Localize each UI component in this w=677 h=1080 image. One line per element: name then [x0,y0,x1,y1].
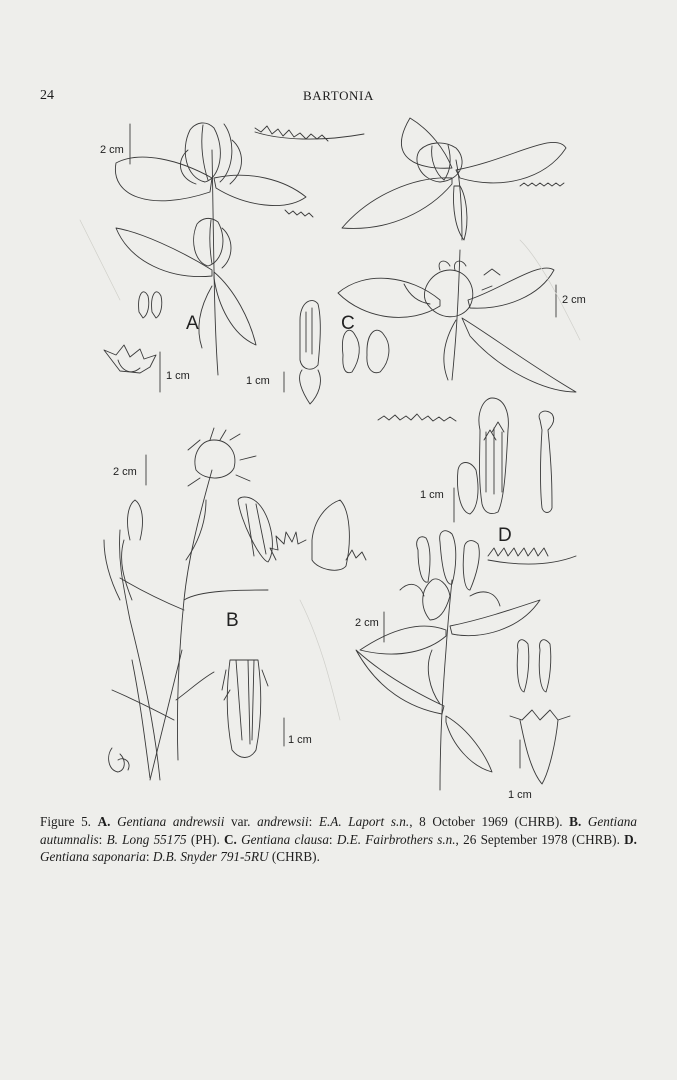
panel-label-d: D [498,525,512,546]
figure-label: Figure 5. [40,814,91,830]
scale-label: 1 cm [508,789,532,801]
panel-a-drawing [104,123,364,404]
taxon-name: andrewsii [257,814,309,830]
caption-letter-c: C. [224,831,237,847]
taxon-name: Gentiana clausa [236,831,329,847]
running-head: BARTONIA [303,88,374,103]
figure-caption [40,813,637,866]
panel-label-c: C [341,313,355,334]
panel-c-drawing [338,118,576,421]
caption-text: (PH). [186,831,225,847]
scale-label: 1 cm [288,734,312,746]
caption-text: : [308,814,319,830]
caption-text: var. [224,814,258,830]
scale-label: 1 cm [420,489,444,501]
taxon-name: Gentiana andrewsii [117,814,225,830]
scale-label: 2 cm [355,617,379,629]
panel-b-drawing [104,428,366,780]
panel-d-plant [356,531,576,790]
caption-text: : [145,849,153,865]
caption-text: , 8 October 1969 (CHRB). [409,814,570,830]
collector: E.A. Laport s.n. [318,814,410,830]
taxon-name: Gentiana saponaria [40,849,146,865]
panel-label-b: B [226,610,239,631]
collector: D.E. Fairbrothers s.n. [336,831,456,847]
caption-text: : [98,831,107,847]
collector: D.B. Snyder 791-5RU [152,849,269,865]
scale-label: 1 cm [246,375,270,387]
panel-label-a: A [186,313,199,334]
caption-text: : [328,831,337,847]
caption-letter-a: A. [97,814,111,830]
taxon-name: Gentiana autumnalis [40,814,637,847]
caption-text: (CHRB). [268,849,320,865]
scale-label: 2 cm [100,144,124,156]
collector: B. Long 55175 [106,831,187,847]
scale-label: 2 cm [562,294,586,306]
page-number: 24 [40,88,54,103]
caption-text: , 26 September 1978 (CHRB). [455,831,625,847]
ghost-show-through [80,220,580,720]
scale-label: 1 cm [166,370,190,382]
caption-letter-b: B. [569,814,582,830]
panel-d-dissection [454,398,554,522]
scale-label: 2 cm [113,466,137,478]
caption-letter-d: D. [624,831,637,847]
